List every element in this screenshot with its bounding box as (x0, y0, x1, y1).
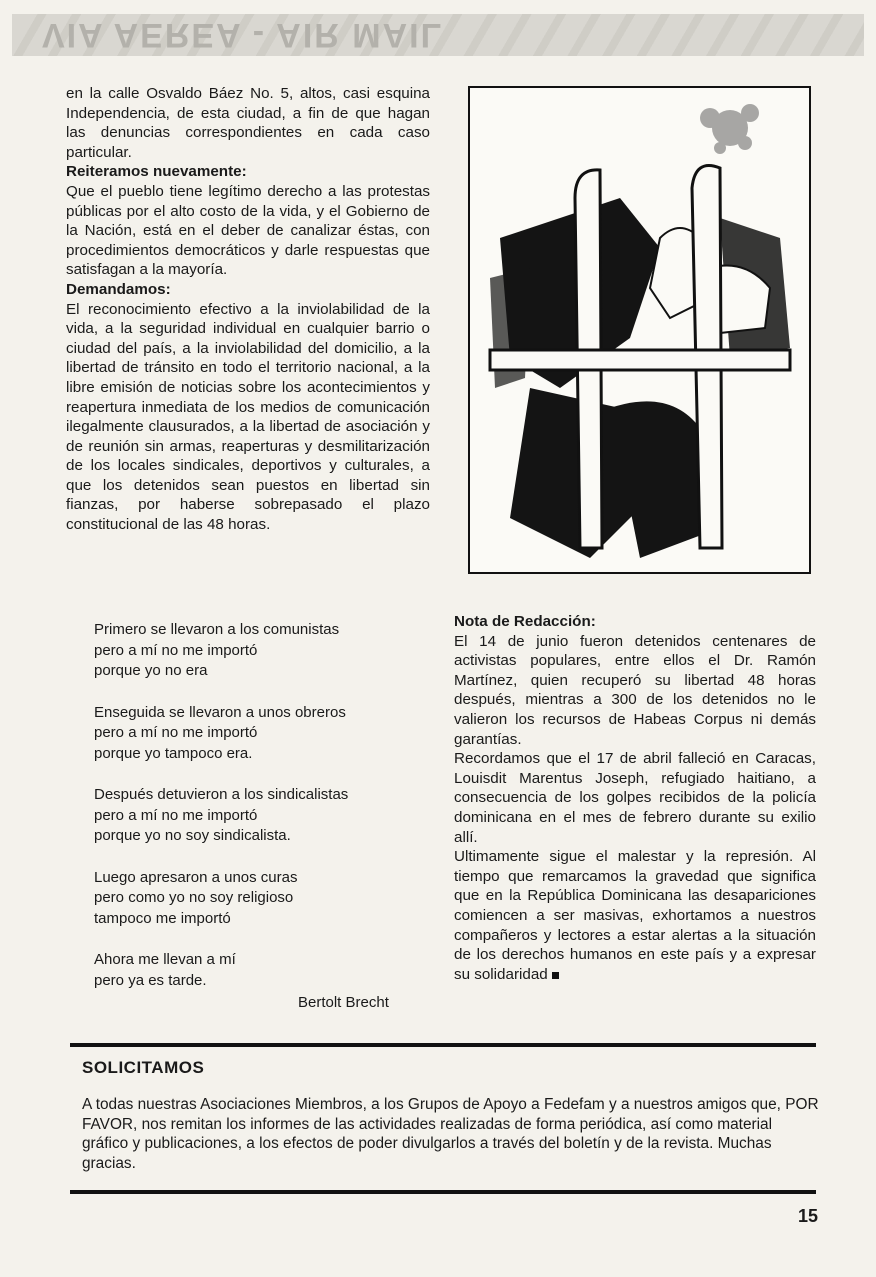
poem (94, 620, 434, 1012)
prisoner-behind-bars-illustration (468, 86, 811, 574)
poem-line: Enseguida se llevaron a unos obreros (94, 703, 346, 721)
end-mark (552, 972, 559, 979)
poem-line: tampoco me importó (94, 909, 231, 927)
paragraph-malestar (454, 847, 816, 984)
paragraph-detenidos: El 14 de junio fueron detenidos centenares de activistas populares, entre ellos el Dr. Ramón Martínez, quien recuperó su libertad 48 horas después, mientras a 300 de los detenidos no le valieron los recursos de Habeas Corpus ni demás garantías. (454, 632, 816, 748)
poem-stanza (94, 868, 434, 930)
left-column (66, 84, 430, 535)
paragraph-demandamos: El reconocimiento efectivo a la inviolabilidad de la vida, a la seguridad individual en cualquier barrio o ciudad del país, a la inviolabilidad del domicilio, a la libertad de tránsito en todo el territorio nacional, a la libre emisión de noticias sobre los acontecimientos y reapertura inmediata de los medios de comunicación ilegalmente clausurados, a la libertad de asociación y de reunión sin armas, reaperturas y desmilitarización de los locales sindicales, deportivos y culturales, a que los detenidos sean puestos en libertad sin fianzas, por haberse sobrepasado el plazo constitucional de las 48 horas. (66, 300, 430, 534)
poem-line: porque yo no era (94, 662, 208, 679)
heading-demandamos: Demandamos: (66, 280, 171, 298)
poem-line: Ahora me llevan a mí (94, 951, 236, 968)
poem-line: Primero se llevaron a los comunistas (94, 621, 340, 638)
heading-nota-redaccion: Nota de Redacción: (454, 613, 596, 630)
poem-line: Luego apresaron a unos curas (94, 868, 298, 886)
solicitamos-text: A todas nuestras Asociaciones Miembros, a los Grupos de Apoyo a Fedefam y a nuestros amigos que, POR FAVOR, nos remitan los informes de las actividades realizadas de forma periódica, así como material gráfico y publicaciones, a los efectos de poder divulgarlos a través del boletín y de la revista. Muchas gracias. (82, 1096, 819, 1172)
page-number: 15 (798, 1206, 819, 1226)
poem-line: pero a mí no me importó (94, 641, 258, 659)
solicitamos-title: SOLICITAMOS (82, 1058, 205, 1077)
poem-stanza (94, 703, 434, 765)
poem-line: Después detuvieron a los sindicalistas (94, 786, 349, 803)
poem-author: Bertolt Brecht (298, 994, 389, 1011)
poem-stanza (94, 620, 434, 682)
poem-line: porque yo no soy sindicalista. (94, 827, 291, 844)
heading-reiteramos: Reiteramos nuevamente: (66, 163, 247, 181)
poem-line: pero como yo no soy religioso (94, 889, 294, 906)
banner-text: VIA AEREA - AIR MAIL (42, 16, 444, 54)
air-mail-banner (12, 14, 864, 56)
divider-bottom (70, 1190, 816, 1194)
poem-line: pero a mí no me importó (94, 724, 258, 741)
paragraph-malestar-text: Ultimamente sigue el malestar y la represión. Al tiempo que remarcamos la gravedad que significa que en la República Dominicana las desapariciones comiencen a ser masivas, exhortamos a nuestros compañeros y lectores a estar alertas a la situación de los derechos humanos en este país y a expresar su solidaridad (454, 848, 816, 983)
poem-stanza (94, 785, 434, 847)
poem-line: pero ya es tarde. (94, 971, 207, 989)
right-column (454, 612, 816, 984)
poem-line: pero a mí no me importó (94, 806, 258, 824)
paragraph-reiteramos: Que el pueblo tiene legítimo derecho a las protestas públicas por el alto costo de la vida, y el Gobierno de la Nación, está en el deber de canalizar éstas, con procedimientos democráticos y darle respuestas que satisfagan a la mayoría. (66, 182, 430, 279)
divider-top (70, 1043, 816, 1047)
poem-line: porque yo tampoco era. (94, 744, 253, 762)
poem-stanza (94, 950, 434, 991)
paragraph-recordamos: Recordamos que el 17 de abril falleció en Caracas, Louisdit Marentus Joseph, refugiado haitiano, a consecuencia de los golpes recibidos de la policía dominicana en el mes de febrero durante su exilio allí. (454, 750, 816, 846)
intro-paragraph: en la calle Osvaldo Báez No. 5, altos, casi esquina Independencia, de esta ciudad, a fin de que hagan las denuncias correspondientes en cada caso particular. (66, 85, 430, 161)
